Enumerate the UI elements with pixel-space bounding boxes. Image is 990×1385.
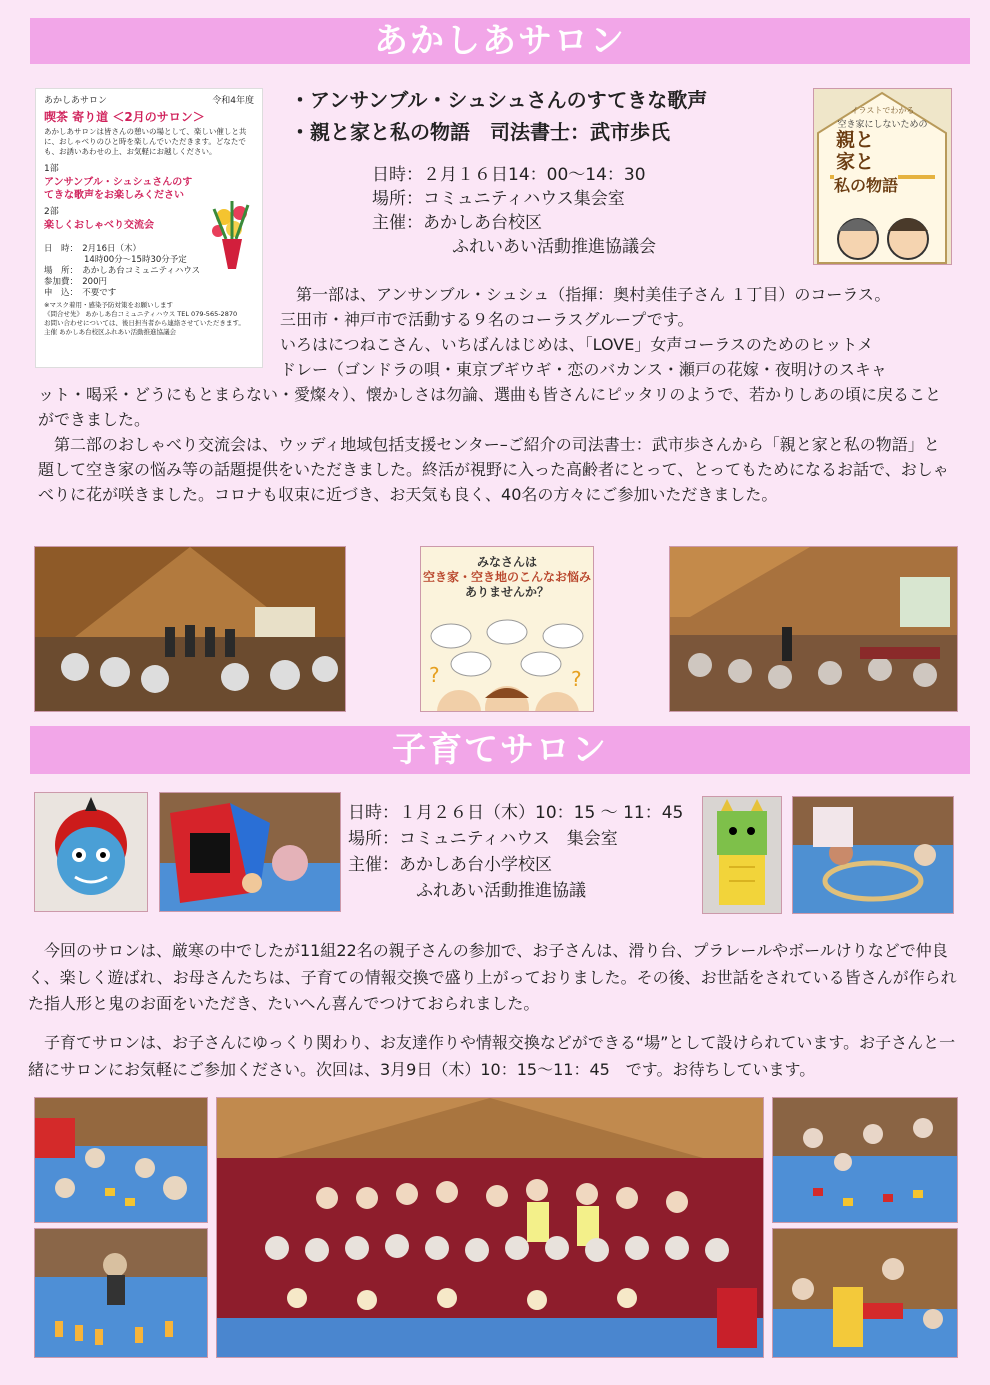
flyer-title: 喫茶 寄り道 ＜2月のサロン＞ xyxy=(44,110,205,124)
poster-line3: ありませんか？ xyxy=(464,585,549,599)
event-info xyxy=(372,163,656,259)
slide-play-photo xyxy=(772,1228,958,1358)
event-flyer xyxy=(35,88,263,368)
flower-bouquet-icon xyxy=(204,199,260,271)
para1-line4: ドレー（ゴンドラの唄・東京ブギウギ・恋のバカンス・瀬戸の花嫁・夜明けのスキャ xyxy=(280,360,887,379)
train-set-play-photo xyxy=(792,796,954,914)
flyer-contact: 《問合せ先》 あかしあ台コミュニティハウス TEL 079-565-2870 xyxy=(44,310,238,318)
flyer-place: 場 所： あかしあ台コミュニティハウス xyxy=(44,266,201,276)
info2-host: 主催：あかしあ台小学校区 xyxy=(348,855,552,875)
info-place: 場所：コミュニティハウス集会室 xyxy=(372,189,625,209)
info2-date: 日時：１月２６日（木）10：15 ～ 11：45 xyxy=(348,803,684,823)
flyer-intro: あかしあサロンは皆さんの憩いの場として、楽しい催しと共に、おしゃべりのひと時を楽しんでいただきます。どなたでも、お誘いあわせの上、お気軽にお越しください。 xyxy=(44,127,247,156)
toys-play-photo xyxy=(772,1097,958,1223)
ball-pit-tent-photo xyxy=(159,792,341,912)
flyer-contact2: お問い合わせについては、後日担当者から連絡させていただきます。 xyxy=(44,319,245,327)
flyer-top-right: 令和4年度 xyxy=(212,96,254,106)
flyer-top-left: あかしあサロン xyxy=(44,96,108,106)
book-title-3: 私の物語 xyxy=(834,173,898,196)
event-info-2 xyxy=(348,800,683,904)
flyer-part1-label: 1部 xyxy=(44,164,59,174)
flyer-organizer: 主催 あかしあ台校区ふれあい活動推進協議会 xyxy=(44,328,177,336)
group-photo xyxy=(216,1097,764,1358)
poster-line2: 空き家・空き地のこんなお悩み xyxy=(422,570,591,584)
vacant-house-poster-photo xyxy=(420,546,594,712)
flyer-part2-text: 楽しくおしゃべり交流会 xyxy=(44,220,154,231)
oni-mask-photo xyxy=(34,792,148,912)
flyer-part1-text: アンサンブル・シュシュさんのすてきな歌声をお楽しみください xyxy=(44,177,193,201)
talk-session-photo xyxy=(669,546,958,712)
para1-line5: ット・喝采・どうにもとまらない・愛燦々）、懐かしさは勿論、選曲も皆さんにピッタリのようで、若かりしあの頃に戻ることができました。 xyxy=(38,385,942,429)
flyer-time: 14時00分～15時30分予定 xyxy=(84,255,187,265)
flyer-date: 日 時： 2月16日（木） xyxy=(44,244,141,254)
para1-line1: 第一部は、アンサンブル・シュシュ（指揮：奥村美佳子さん １丁目）のコーラス。 xyxy=(296,285,891,304)
kosodate-para1: 今回のサロンは、厳寒の中でしたが11組22名の親子さんの参加で、お子さんは、滑り台、プラレールやボールけりなどで仲良く、楽しく遊ばれ、お母さんたちは、子育ての情報交換で盛り上がっておりました。その後、お世話をされている皆さんが作られた指人形と鬼のお面をいただき、たいへん喜んでつけておられました。 xyxy=(28,941,957,1013)
origami-oni-photo xyxy=(702,796,782,914)
book-sub-text: 空き家にしないための xyxy=(837,120,928,130)
para2: 第二部のおしゃべり交流会は、ウッディ地域包括支援センター–ご紹介の司法書士：武市歩さんから「親と家と私の物語」と題して空き家の悩み等の話題提供をいただきました。終活が視野に入った高齢者にとって、とってもためになるお話で、おしゃべりに花が咲きました。コロナも収束に近づき、お天気も良く、40名の方々にご参加いただきました。 xyxy=(38,435,949,504)
section-banner-akashia: あかしあサロン xyxy=(30,18,970,64)
flyer-fee: 参加費： 200円 xyxy=(44,277,107,287)
headline-ensemble: ・アンサンブル・シュシュさんのすてきな歌声 xyxy=(290,88,708,112)
flyer-apply: 申 込： 不要です xyxy=(44,288,117,298)
para1-line2: 三田市・神戸市で活動する９名のコーラスグループです。 xyxy=(280,310,694,329)
finger-puppets-photo xyxy=(34,1228,208,1358)
book-top-text: イラストでわかる xyxy=(850,106,915,115)
info-date: 日時：２月１６日14：00～14：30 xyxy=(372,165,646,185)
section-banner-kosodate: 子育てサロン xyxy=(30,726,970,774)
info-host: 主催：あかしあ台校区 xyxy=(372,213,542,233)
flyer-note: ※マスク着用・感染予防対策をお願いします xyxy=(44,301,173,309)
book-cover-image xyxy=(813,88,952,265)
headline-talk: ・親と家と私の物語 司法書士：武市歩氏 xyxy=(290,120,670,144)
kosodate-para2: 子育てサロンは、お子さんにゆっくり関わり、お友達作りや情報交換などができる“場”として設けられています。お子さんと一緒にサロンにお気軽にご参加ください。次回は、3月9日（木）10：15～11：45 です。お待ちしています。 xyxy=(28,1033,956,1079)
play-area-photo-1 xyxy=(34,1097,208,1223)
poster-line1: みなさんは xyxy=(476,555,537,569)
para1-line3: いろはにつねこさん、いちばんはじめは、「LOVE」女声コーラスのためのヒットメ xyxy=(280,335,874,354)
info-host2: ふれいあい活動推進協議会 xyxy=(452,237,656,257)
flyer-part2-label: 2部 xyxy=(44,207,59,217)
info2-host2: ふれあい活動推進協議 xyxy=(416,881,586,901)
chorus-performance-photo xyxy=(34,546,346,712)
svg-text:?: ? xyxy=(571,667,582,691)
svg-text:?: ? xyxy=(429,663,440,687)
book-title: 親と 家と xyxy=(836,129,875,173)
info2-place: 場所：コミュニティハウス 集会室 xyxy=(348,829,618,849)
